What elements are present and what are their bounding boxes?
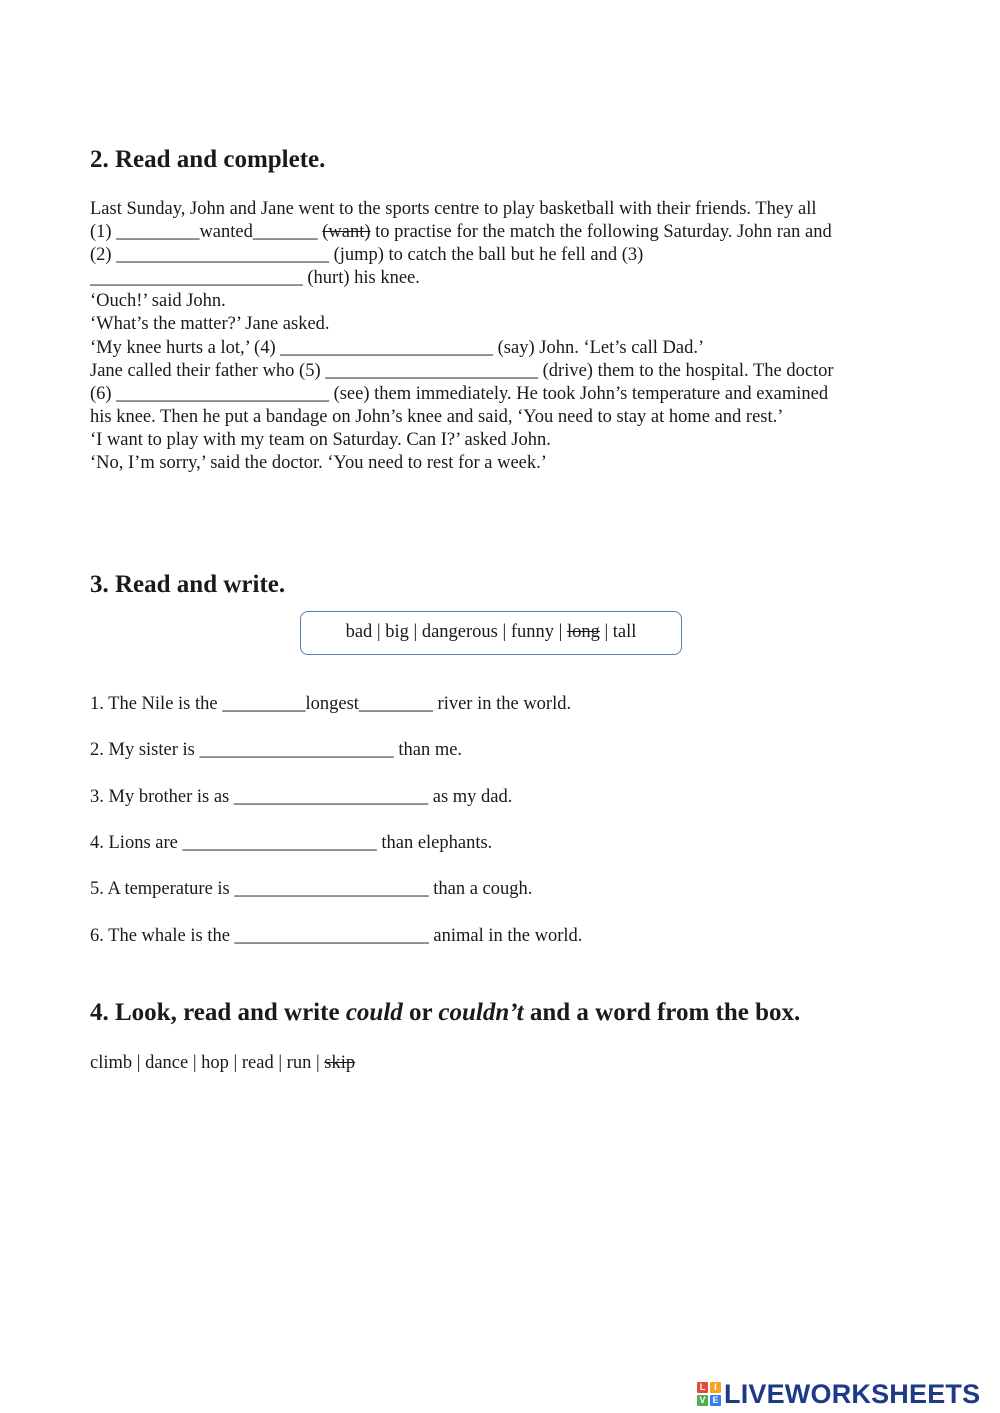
passage-line: (2) _______________________ (jump) to catch the ball but he fell and (3) [90,245,644,266]
liveworksheets-logo[interactable] [697,1378,980,1410]
passage-line: Jane called their father who (5) _______________________ (drive) them to the hospital. The doctor [90,360,834,381]
passage-line: his knee. Then he put a bandage on John’s knee and said, ‘You need to stay at home and rest.’ [90,406,784,427]
passage-line: (1) _________wanted_______ (want) to practise for the match the following Saturday. John ran and [90,222,832,243]
sentence-4: 4. Lions are _____________________ than elephants. [90,833,493,853]
section-3-heading: 3. Read and write. [90,571,286,598]
section-4-word-list: climb | dance | hop | read | run | skip [90,1053,356,1073]
section-2-heading: 2. Read and complete. [90,146,326,173]
passage-line: ‘Ouch!’ said John. [90,291,226,312]
logo-text: LIVEWORKSHEETS [724,1378,981,1409]
passage-line: _______________________ (hurt) his knee. [90,268,420,289]
struck-word: long [566,622,600,642]
sentence-1: 1. The Nile is the _________longest________ river in the world. [90,694,572,714]
sentence-6: 6. The whale is the _____________________ animal in the world. [90,926,583,946]
passage-line: ‘My knee hurts a lot,’ (4) _______________________ (say) John. ‘Let’s call Dad.’ [90,337,705,358]
struck-hint: (want) [322,222,371,243]
passage-line: ‘No, I’m sorry,’ said the doctor. ‘You need to rest for a week.’ [90,453,547,474]
passage-line: ‘I want to play with my team on Saturday. Can I?’ asked John. [90,429,551,450]
passage-line: Last Sunday, John and Jane went to the sports centre to play basketball with their friends. They all [90,199,817,219]
logo-mark-icon: L I V E [697,1382,721,1406]
struck-word: skip [324,1053,356,1073]
passage-line: ‘What’s the matter?’ Jane asked. [90,314,330,335]
sentence-2: 2. My sister is _____________________ than me. [90,740,463,760]
sentence-3: 3. My brother is as _____________________ as my dad. [90,787,513,807]
section-4-heading: 4. Look, read and write could or couldn’t and a word from the box. [90,999,801,1026]
passage-line: (6) _______________________ (see) them immediately. He took John’s temperature and examined [90,383,829,404]
section-2-passage [90,198,920,475]
sentence-5: 5. A temperature is _____________________ than a cough. [90,879,533,899]
word-box: bad | big | dangerous | funny | long | tall [300,611,682,655]
